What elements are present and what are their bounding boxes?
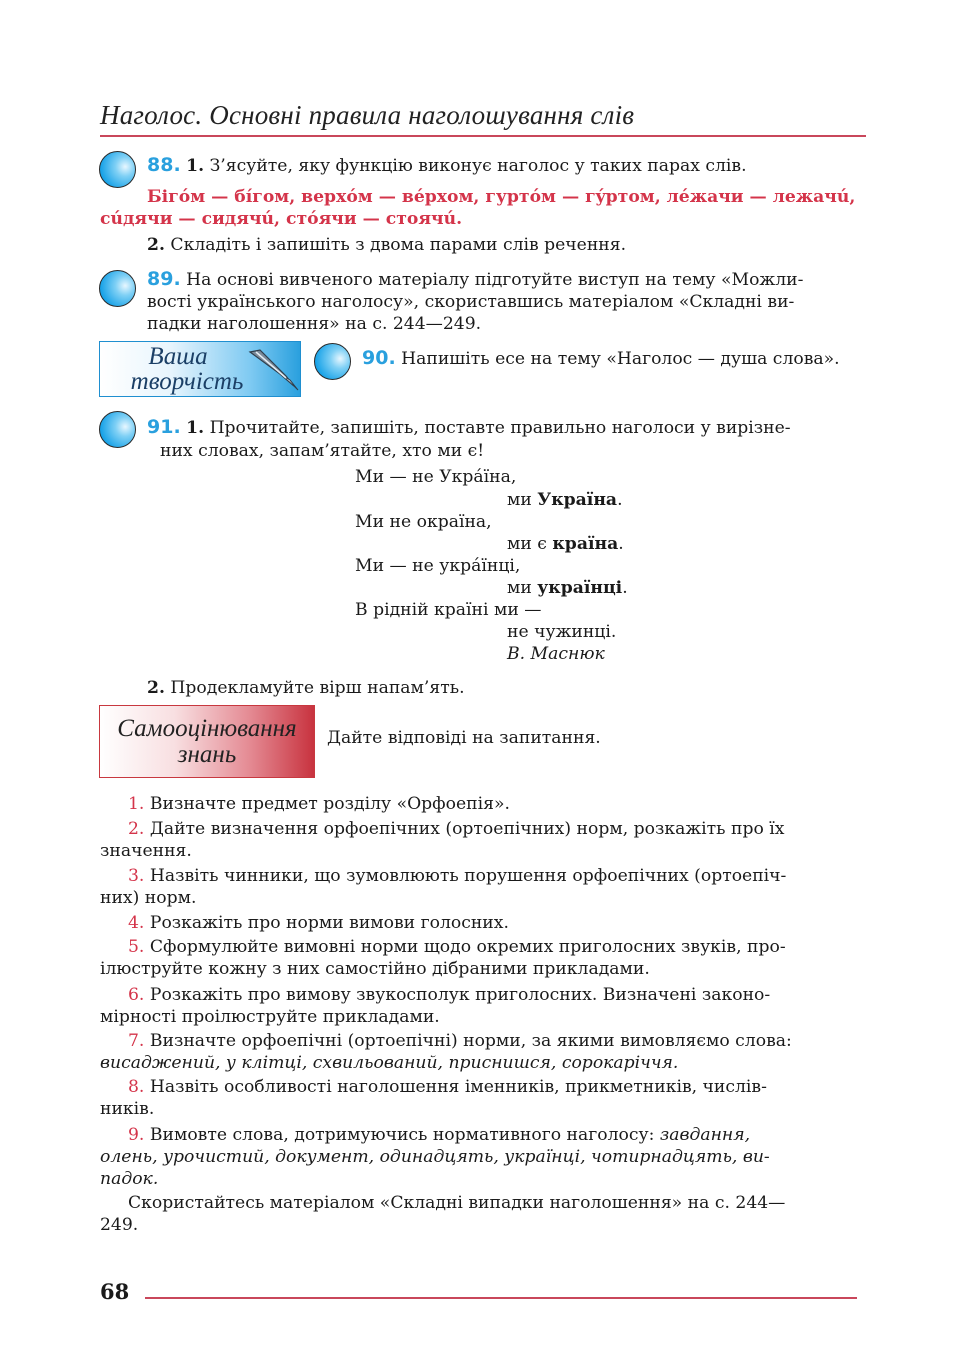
question-text: Назвіть чинники, що зумовлюють порушення орфоепічних (ортоепіч- <box>149 866 787 886</box>
task-number: 1. <box>186 156 205 176</box>
exercise-bubble-icon <box>314 343 351 380</box>
exercise-number: 91. <box>147 416 181 438</box>
poem-text: ми є <box>507 534 553 554</box>
poem-bold-word: країна <box>552 534 619 554</box>
self-assessment-label-line: знань <box>177 741 237 768</box>
question-text: Сформулюйте вимовні норми щодо окремих приголосних звуків, про- <box>149 937 786 957</box>
exercise-91-line <box>147 416 867 440</box>
exercise-number: 89. <box>147 268 181 290</box>
self-assessment-label <box>99 716 315 768</box>
task-text: На основі вивченого матеріалу підготуйте виступ на тему «Можли- <box>186 270 804 290</box>
poem-text: . <box>622 578 628 598</box>
exercise-88-task1 <box>147 154 867 178</box>
creativity-label <box>112 344 262 394</box>
exercise-number: 90. <box>362 347 396 369</box>
question-number: 1. <box>128 794 145 814</box>
question-continuation: них) норм. <box>100 888 197 908</box>
exercise-89-line <box>147 268 867 292</box>
exercise-bubble-icon <box>99 270 136 307</box>
header-divider <box>100 135 866 137</box>
task-number: 1. <box>186 418 205 438</box>
question-number: 2. <box>128 819 145 839</box>
self-assessment-prompt: Дайте відповіді на запитання. <box>327 728 601 748</box>
exercise-91-line: них словах, запам’ятайте, хто ми є! <box>160 441 485 461</box>
question-continuation: висаджений, у клітці, схвильований, приснишся, сорокаріччя. <box>100 1053 679 1073</box>
question-text: Розкажіть про норми вимови голосних. <box>149 913 509 933</box>
question-item <box>128 912 866 935</box>
closing-note-continuation: 249. <box>100 1215 139 1235</box>
question-number: 8. <box>128 1077 145 1097</box>
question-number: 5. <box>128 937 145 957</box>
question-item <box>128 1076 866 1099</box>
poem-text: ми <box>507 578 538 598</box>
poem-author: В. Маснюк <box>507 644 605 664</box>
creativity-label-line: Ваша <box>148 343 208 370</box>
task-text: Продекламуйте вірш напам’ять. <box>170 678 465 698</box>
exercise-90 <box>362 347 867 371</box>
task-text: З’ясуйте, яку функцію виконує наголос у таких парах слів. <box>209 156 747 176</box>
question-text: Дайте визначення орфоепічних (ортоепічних) норм, розкажіть про їх <box>149 819 785 839</box>
question-number: 3. <box>128 866 145 886</box>
question-item <box>128 793 866 816</box>
question-continuation: падок. <box>100 1169 159 1189</box>
question-continuation: ників. <box>100 1099 155 1119</box>
exercise-88-task2 <box>147 234 867 257</box>
poem-line: В рідній країні ми — <box>355 600 542 620</box>
poem-line <box>507 489 623 511</box>
self-assessment-label-line: Самооцінювання <box>117 715 297 742</box>
question-item <box>128 865 866 888</box>
closing-note: Скористайтесь матеріалом «Складні випадки наголошення» на с. 244— <box>128 1193 786 1213</box>
question-number: 6. <box>128 985 145 1005</box>
question-number: 9. <box>128 1125 145 1145</box>
question-text: Вимовте слова, дотримуючись нормативного наголосу: <box>149 1125 660 1145</box>
question-item <box>128 936 866 959</box>
poem-line <box>507 533 624 555</box>
poem-line: Ми — не укрáїнці, <box>355 556 521 576</box>
question-example-words: завдання, <box>659 1125 751 1145</box>
question-item <box>128 818 866 841</box>
question-item <box>128 1030 866 1053</box>
question-item <box>128 984 866 1007</box>
question-item <box>128 1124 866 1147</box>
poem-bold-word: Україна <box>537 490 618 510</box>
question-continuation: мірності проілюструйте прикладами. <box>100 1007 440 1027</box>
exercise-bubble-icon <box>99 151 136 188</box>
creativity-label-line: творчість <box>130 368 244 395</box>
poem-line <box>507 577 628 599</box>
fountain-pen-icon <box>246 346 300 392</box>
task-number: 2. <box>147 235 165 255</box>
exercise-number: 88. <box>147 154 181 176</box>
poem-line: Ми не окраїна, <box>355 512 492 532</box>
poem-line: не чужинці. <box>507 622 617 642</box>
question-text: Визначте предмет розділу «Орфоепія». <box>149 794 510 814</box>
question-continuation: олень, урочистий, документ, одинадцять, українці, чотирнадцять, ви- <box>100 1147 770 1167</box>
exercise-89-line: падки наголошення» на с. 244—249. <box>147 314 482 334</box>
question-number: 4. <box>128 913 145 933</box>
task-number: 2. <box>147 678 165 698</box>
footer-divider <box>145 1297 857 1299</box>
question-text: Назвіть особливості наголошення іменників, прикметників, числів- <box>149 1077 767 1097</box>
question-text: Розкажіть про вимову звукосполук приголосних. Визначені законо- <box>149 985 771 1005</box>
poem-text: ми <box>507 490 538 510</box>
poem-text: . <box>617 490 623 510</box>
section-title: Наголос. Основні правила наголошування слів <box>100 100 635 130</box>
question-continuation: значення. <box>100 841 192 861</box>
question-continuation: ілюструйте кожну з них самостійно дібраними прикладами. <box>100 959 650 979</box>
question-number: 7. <box>128 1031 145 1051</box>
word-pairs-line: Бігóм — бíгом, верхóм — вéрхом, гуртóм — гýртом, лéжачи — лежачú, <box>147 187 856 207</box>
task-text: Напишіть есе на тему «Наголос — душа слова». <box>401 349 840 369</box>
exercise-89-line: вості українського наголосу», скориставшись матеріалом «Складні ви- <box>147 292 795 312</box>
exercise-bubble-icon <box>99 411 136 448</box>
poem-line: Ми — не Укрáїна, <box>355 467 517 487</box>
task-text: Складіть і запишіть з двома парами слів речення. <box>170 235 627 255</box>
word-pairs-line: сúдячи — сидячú, стóячи — стоячú. <box>100 209 463 229</box>
poem-text: . <box>618 534 624 554</box>
task-text: Прочитайте, запишіть, поставте правильно наголоси у вирізне- <box>209 418 791 438</box>
page-number: 68 <box>100 1279 130 1304</box>
poem-bold-word: українці <box>537 578 623 598</box>
question-text: Визначте орфоепічні (ортоепічні) норми, за якими вимовляємо слова: <box>149 1031 792 1051</box>
exercise-91-task2 <box>147 677 867 700</box>
